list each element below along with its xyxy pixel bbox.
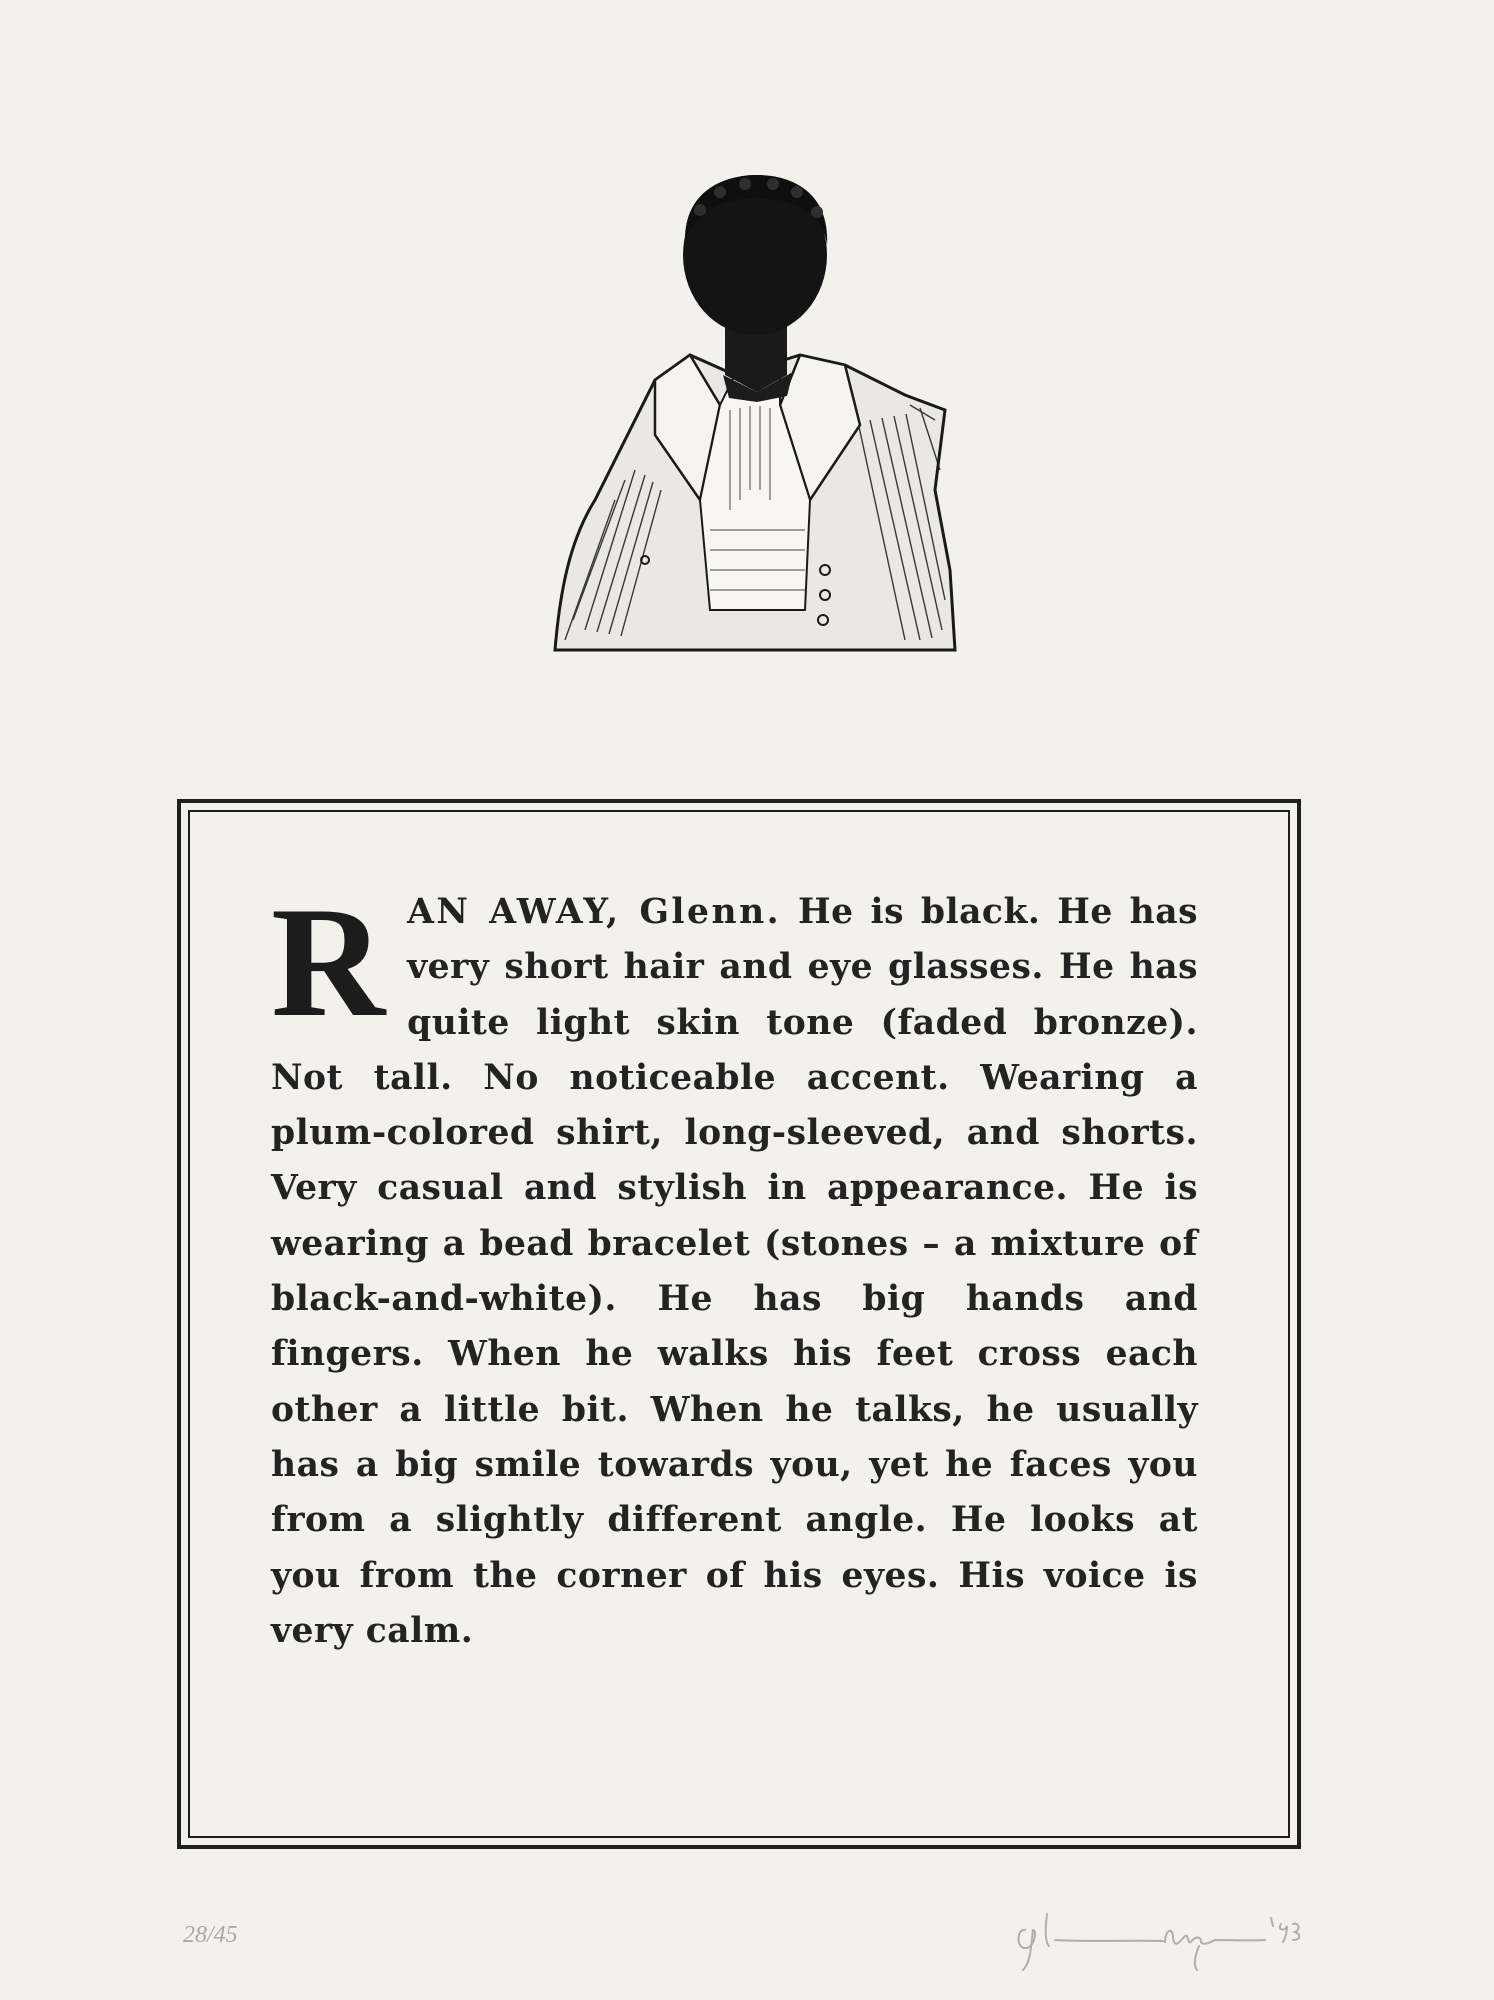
runaway-description (271, 875, 1198, 1659)
engraved-portrait-illustration (525, 170, 965, 660)
opening-words: AN AWAY, Glenn. (407, 892, 782, 932)
description-body: He is black. He has very short hair and eye glasses. He has quite light skin tone (faded bronze). Not tall. No noticeable accent. Wearing a plum-colored shirt, long-sleeved, and shorts. Very casual and stylish in appearance. He is wearing a bead bracelet (stones – a mixture of black-and-white). He has big hands and fingers. When he walks his feet cross each other a little bit. When he talks, he usually has a big smile towards you, yet he faces you from a slightly different angle. He looks at you from the corner of his eyes. His voice is very calm. (271, 892, 1198, 1651)
edition-number: 28/45 (183, 1922, 238, 1948)
drop-cap: R (271, 875, 380, 1050)
artist-signature-icon (1015, 1900, 1305, 1975)
